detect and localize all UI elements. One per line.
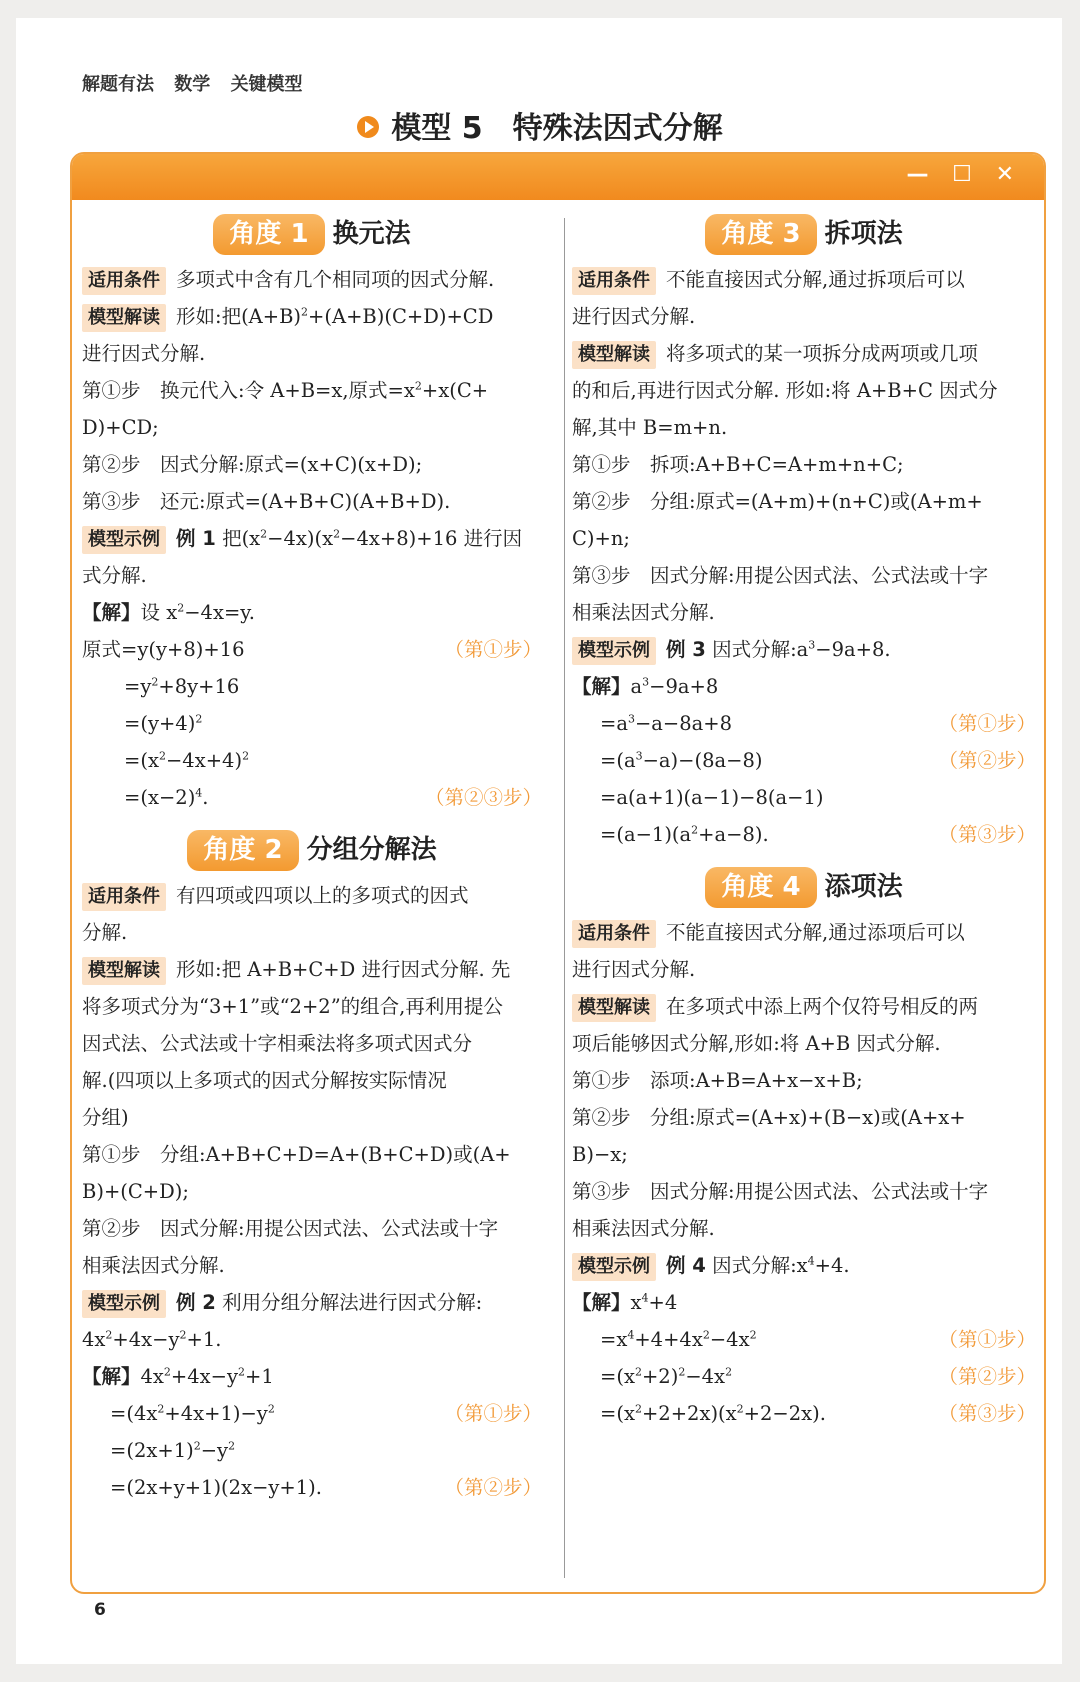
s4-condition-cont: 进行因式分解.	[572, 958, 696, 981]
play-icon	[357, 116, 379, 138]
s3-condition: 适用条件 不能直接因式分解,通过拆项后可以	[572, 261, 1036, 298]
s4-reading: 模型解读 在多项式中添上两个仅符号相反的两	[572, 988, 1036, 1025]
s3-step-3: 第③步 因式分解:用提公因式法、公式法或十字	[572, 564, 989, 587]
s3-reading-b: 的和后,再进行因式分解. 形如:将 A+B+C 因式分	[572, 379, 998, 402]
step-note: （第①步）	[938, 712, 1036, 735]
step-note: （第①步）	[444, 1402, 542, 1425]
s1-example-cont: 式分解.	[82, 564, 147, 587]
content-window	[70, 152, 1046, 1594]
s2-step-2: 第②步 因式分解:用提公因式法、公式法或十字	[82, 1217, 499, 1240]
section-3-name: 拆项法	[824, 219, 903, 249]
left-column	[82, 200, 542, 1506]
section-4-pill: 角度 4	[705, 867, 816, 908]
s2-line-2: $=(2x+1)^2-y^2$	[110, 1439, 236, 1462]
s4-solution: 【解】$x^4+4$	[572, 1291, 678, 1314]
condition-tag: 适用条件	[572, 920, 656, 948]
s1-line-2: $=y^2+8y+16$	[124, 675, 240, 698]
s2-line-1: $=(4x^2+4x+1)-y^2$ （第①步）	[82, 1395, 542, 1432]
s2-solution: 【解】$4x^2+4x-y^2+1$	[82, 1365, 274, 1388]
s1-line-4: $=(x^2-4x+4)^2$	[124, 749, 250, 772]
condition-tag: 适用条件	[82, 883, 166, 911]
maximize-icon: ☐	[952, 162, 980, 187]
s4-line-2: $=(x^2+2)^2-4x^2$ （第②步）	[572, 1358, 1036, 1395]
s2-step-1-cont: B)+(C+D);	[82, 1180, 189, 1203]
s3-line-4: $=(a-1)(a^2+a-8)$. （第③步）	[572, 816, 1036, 853]
s1-step-3: 第③步 还元:原式=(A+B+C)(A+B+D).	[82, 490, 451, 513]
section-4-heading	[572, 867, 1036, 908]
s3-step-2: 第②步 分组:原式=(A+m)+(n+C)或(A+m+	[572, 490, 983, 513]
s1-solution: 【解】设 $x^2-4x=y$.	[82, 601, 255, 624]
minimize-icon: —	[906, 162, 937, 187]
s2-step-1: 第①步 分组:A+B+C+D=A+(B+C+D)或(A+	[82, 1143, 511, 1166]
section-1-heading	[82, 214, 542, 255]
window-titlebar	[72, 154, 1044, 200]
s1-step-1: 第①步 换元代入:令 A+B=x,原式$=x^2+x(C+$	[82, 379, 489, 402]
s4-step-2: 第②步 分组:原式=(A+x)+(B−x)或(A+x+	[572, 1106, 966, 1129]
section-2-pill: 角度 2	[187, 830, 298, 871]
section-1-name: 换元法	[332, 219, 411, 249]
right-column	[572, 200, 1036, 1432]
reading-tag: 模型解读	[572, 994, 656, 1022]
section-2-name: 分组分解法	[306, 835, 437, 865]
model-title	[0, 103, 1080, 147]
s2-reading-c: 因式法、公式法或十字相乘法将多项式因式分	[82, 1032, 473, 1055]
step-note: （第③步）	[938, 1402, 1036, 1425]
section-4-name: 添项法	[824, 872, 903, 902]
section-1-pill: 角度 1	[213, 214, 324, 255]
s2-example: 模型示例 例 2 利用分组分解法进行因式分解:	[82, 1284, 542, 1321]
section-2-heading	[82, 830, 542, 871]
step-note: （第②步）	[938, 749, 1036, 772]
s1-line-3: $=(y+4)^2$	[124, 712, 203, 735]
reading-tag: 模型解读	[82, 957, 166, 985]
s4-step-3-cont: 相乘法因式分解.	[572, 1217, 715, 1240]
s1-example: 模型示例 例 1 把$(x^2-4x)(x^2-4x+8)+16$ 进行因	[82, 520, 542, 557]
s1-step-1-cont: D)+CD;	[82, 416, 159, 439]
example-tag: 模型示例	[82, 1290, 166, 1318]
s4-condition: 适用条件 不能直接因式分解,通过添项后可以	[572, 914, 1036, 951]
s2-step-2-cont: 相乘法因式分解.	[82, 1254, 225, 1277]
s4-reading-b: 项后能够因式分解,形如:将 A+B 因式分解.	[572, 1032, 941, 1055]
s2-reading: 模型解读 形如:把 A+B+C+D 进行因式分解. 先	[82, 951, 542, 988]
running-head-subject: 数学	[174, 74, 211, 95]
close-icon: ✕	[995, 162, 1022, 187]
step-note: （第①步）	[938, 1328, 1036, 1351]
condition-tag: 适用条件	[82, 267, 166, 295]
s2-condition-cont: 分解.	[82, 921, 128, 944]
s3-line-3: =a(a+1)(a−1)−8(a−1)	[600, 786, 824, 809]
step-note: （第③步）	[938, 823, 1036, 846]
s3-line-2: $=(a^3-a)-(8a-8)$ （第②步）	[572, 742, 1036, 779]
s3-example: 模型示例 例 3 因式分解$:a^3-9a+8$.	[572, 631, 1036, 668]
s2-reading-d: 解.(四项以上多项式的因式分解按实际情况	[82, 1069, 447, 1092]
running-head-book: 解题有法	[82, 74, 154, 95]
section-3-heading	[572, 214, 1036, 255]
s3-solution: 【解】$a^3-9a+8$	[572, 675, 719, 698]
s3-reading: 模型解读 将多项式的某一项拆分成两项或几项	[572, 335, 1036, 372]
reading-tag: 模型解读	[82, 304, 166, 332]
column-divider	[564, 218, 565, 1578]
s1-reading: 模型解读 形如:把$(A+B)^2+(A+B)(C+D)+CD$	[82, 298, 542, 335]
s4-step-1: 第①步 添项:A+B=A+x−x+B;	[572, 1069, 863, 1092]
s4-example: 模型示例 例 4 因式分解$:x^4+4$.	[572, 1247, 1036, 1284]
condition-tag: 适用条件	[572, 267, 656, 295]
step-note: （第①步）	[444, 638, 542, 661]
s4-step-3: 第③步 因式分解:用提公因式法、公式法或十字	[572, 1180, 989, 1203]
s4-line-3: $=(x^2+2+2x)(x^2+2-2x)$. （第③步）	[572, 1395, 1036, 1432]
model-label: 模型 5	[391, 111, 483, 146]
s1-line-1: 原式=y(y+8)+16 （第①步）	[82, 631, 542, 668]
s4-step-2-cont: B)−x;	[572, 1143, 628, 1166]
s2-reading-e: 分组)	[82, 1106, 129, 1129]
step-note: （第②步）	[444, 1476, 542, 1499]
s1-line-5: $=(x-2)^4$. （第②③步）	[82, 779, 542, 816]
reading-tag: 模型解读	[572, 341, 656, 369]
s3-line-1: $=a^3-a-8a+8$ （第①步）	[572, 705, 1036, 742]
example-tag: 模型示例	[82, 526, 166, 554]
example-tag: 模型示例	[572, 1253, 656, 1281]
s1-condition: 适用条件 多项式中含有几个相同项的因式分解.	[82, 261, 542, 298]
page-number: 6	[94, 1600, 106, 1620]
s4-line-1: $=x^4+4+4x^2-4x^2$ （第①步）	[572, 1321, 1036, 1358]
s2-reading-b: 将多项式分为“3+1”或“2+2”的组合,再利用提公	[82, 995, 503, 1018]
s3-step-2-cont: C)+n;	[572, 527, 630, 550]
s3-condition-cont: 进行因式分解.	[572, 305, 696, 328]
s3-step-1: 第①步 拆项:A+B+C=A+m+n+C;	[572, 453, 904, 476]
s3-step-3-cont: 相乘法因式分解.	[572, 601, 715, 624]
model-name: 特殊法因式分解	[512, 111, 723, 146]
window-controls	[906, 162, 1022, 187]
s3-reading-c: 解,其中 B=m+n.	[572, 416, 728, 439]
step-note: （第②③步）	[424, 786, 542, 809]
s1-reading-cont: 进行因式分解.	[82, 342, 206, 365]
running-head	[82, 70, 317, 96]
example-tag: 模型示例	[572, 637, 656, 665]
running-head-series: 关键模型	[230, 74, 303, 95]
s2-example-expr: $4x^2+4x-y^2+1$.	[82, 1328, 222, 1351]
step-note: （第②步）	[938, 1365, 1036, 1388]
s2-condition: 适用条件 有四项或四项以上的多项式的因式	[82, 877, 542, 914]
s2-line-3: =(2x+y+1)(2x−y+1). （第②步）	[82, 1469, 542, 1506]
section-3-pill: 角度 3	[705, 214, 816, 255]
s1-step-2: 第②步 因式分解:原式=(x+C)(x+D);	[82, 453, 423, 476]
